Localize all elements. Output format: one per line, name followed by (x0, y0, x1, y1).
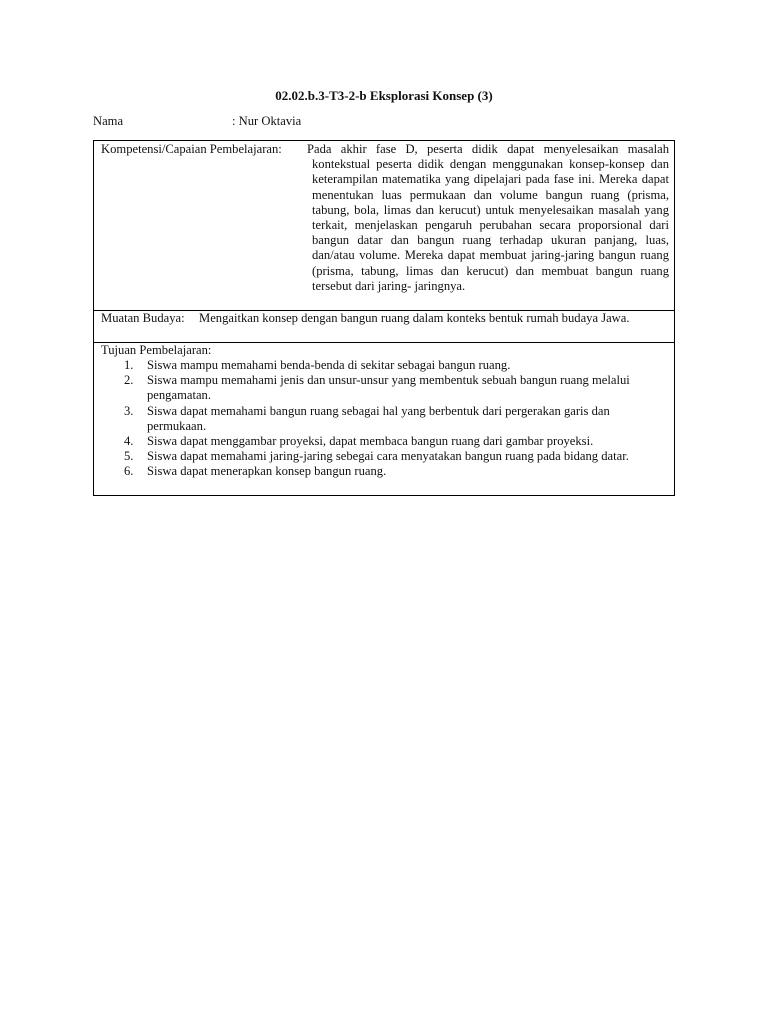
tujuan-item-number: 1. (124, 358, 134, 372)
muatan-budaya-text: Mengaitkan konsep dengan bangun ruang dalam konteks bentuk rumah budaya Jawa. (199, 311, 630, 325)
tujuan-label: Tujuan Pembelajaran: (101, 343, 212, 357)
tujuan-item (94, 358, 667, 373)
tujuan-item (94, 464, 667, 479)
tujuan-item-number: 6. (124, 464, 134, 479)
tujuan-item-number: 2. (124, 373, 134, 388)
learning-info-table (93, 140, 675, 496)
tujuan-item-text: Siswa mampu memahami jenis dan unsur-unsur yang membentuk sebuah bangun ruang melalui pengamatan. (147, 373, 630, 403)
tujuan-item (94, 404, 667, 434)
kompetensi-text: Pada akhir fase D, peserta didik dapat menyelesaikan masalah kontekstual peserta didik dengan menggunakan konsep-konsep dan keterampilan matematika yang dipelajari pada fase ini. Mereka dapat menentukan luas permukaan dan volume bangun ruang (prisma, tabung, bola, limas dan kerucut) untuk menyelesaikan masalah yang terkait, menjelaskan pengaruh perubahan secara proporsional dari bangun datar dan bangun ruang terhadap ukuran panjang, luas, dan/atau volume. Mereka dapat membuat jaring-jaring bangun ruang (prisma, tabung, limas dan kerucut) dan membuat bangun ruang tersebut dari jaring- jaringnya. (307, 142, 669, 293)
tujuan-item-text: Siswa dapat menggambar proyeksi, dapat membaca bangun ruang dari gambar proyeksi. (147, 434, 594, 449)
document-title: 02.02.b.3-T3-2-b Eksplorasi Konsep (3) (275, 88, 493, 103)
name-label: Nama (93, 114, 124, 128)
tujuan-item-text: Siswa mampu memahami benda-benda di sekitar sebagai bangun ruang. (147, 358, 511, 372)
tujuan-item-number: 3. (124, 403, 134, 418)
tujuan-item (94, 434, 667, 449)
tujuan-item-text: Siswa dapat menerapkan konsep bangun ruang. (147, 464, 387, 479)
tujuan-item-number: 4. (124, 434, 134, 449)
tujuan-item-text: Siswa dapat memahami bangun ruang sebagai hal yang berbentuk dari pergerakan garis dan permukaan. (147, 403, 610, 433)
tujuan-list (94, 358, 676, 480)
muatan-budaya-section (94, 310, 674, 342)
tujuan-item-text: Siswa dapat memahami jaring-jaring sebegai cara menyatakan bangun ruang pada bidang datar. (147, 449, 629, 464)
kompetensi-section (94, 141, 674, 310)
tujuan-section (94, 342, 674, 495)
muatan-budaya-label: Muatan Budaya: (101, 311, 185, 325)
name-row (93, 114, 675, 130)
tujuan-item (94, 449, 667, 464)
tujuan-item-number: 5. (124, 449, 134, 464)
kompetensi-label: Kompetensi/Capaian Pembelajaran: (101, 142, 282, 156)
name-value: : Nur Oktavia (232, 114, 302, 128)
tujuan-item (94, 373, 667, 403)
